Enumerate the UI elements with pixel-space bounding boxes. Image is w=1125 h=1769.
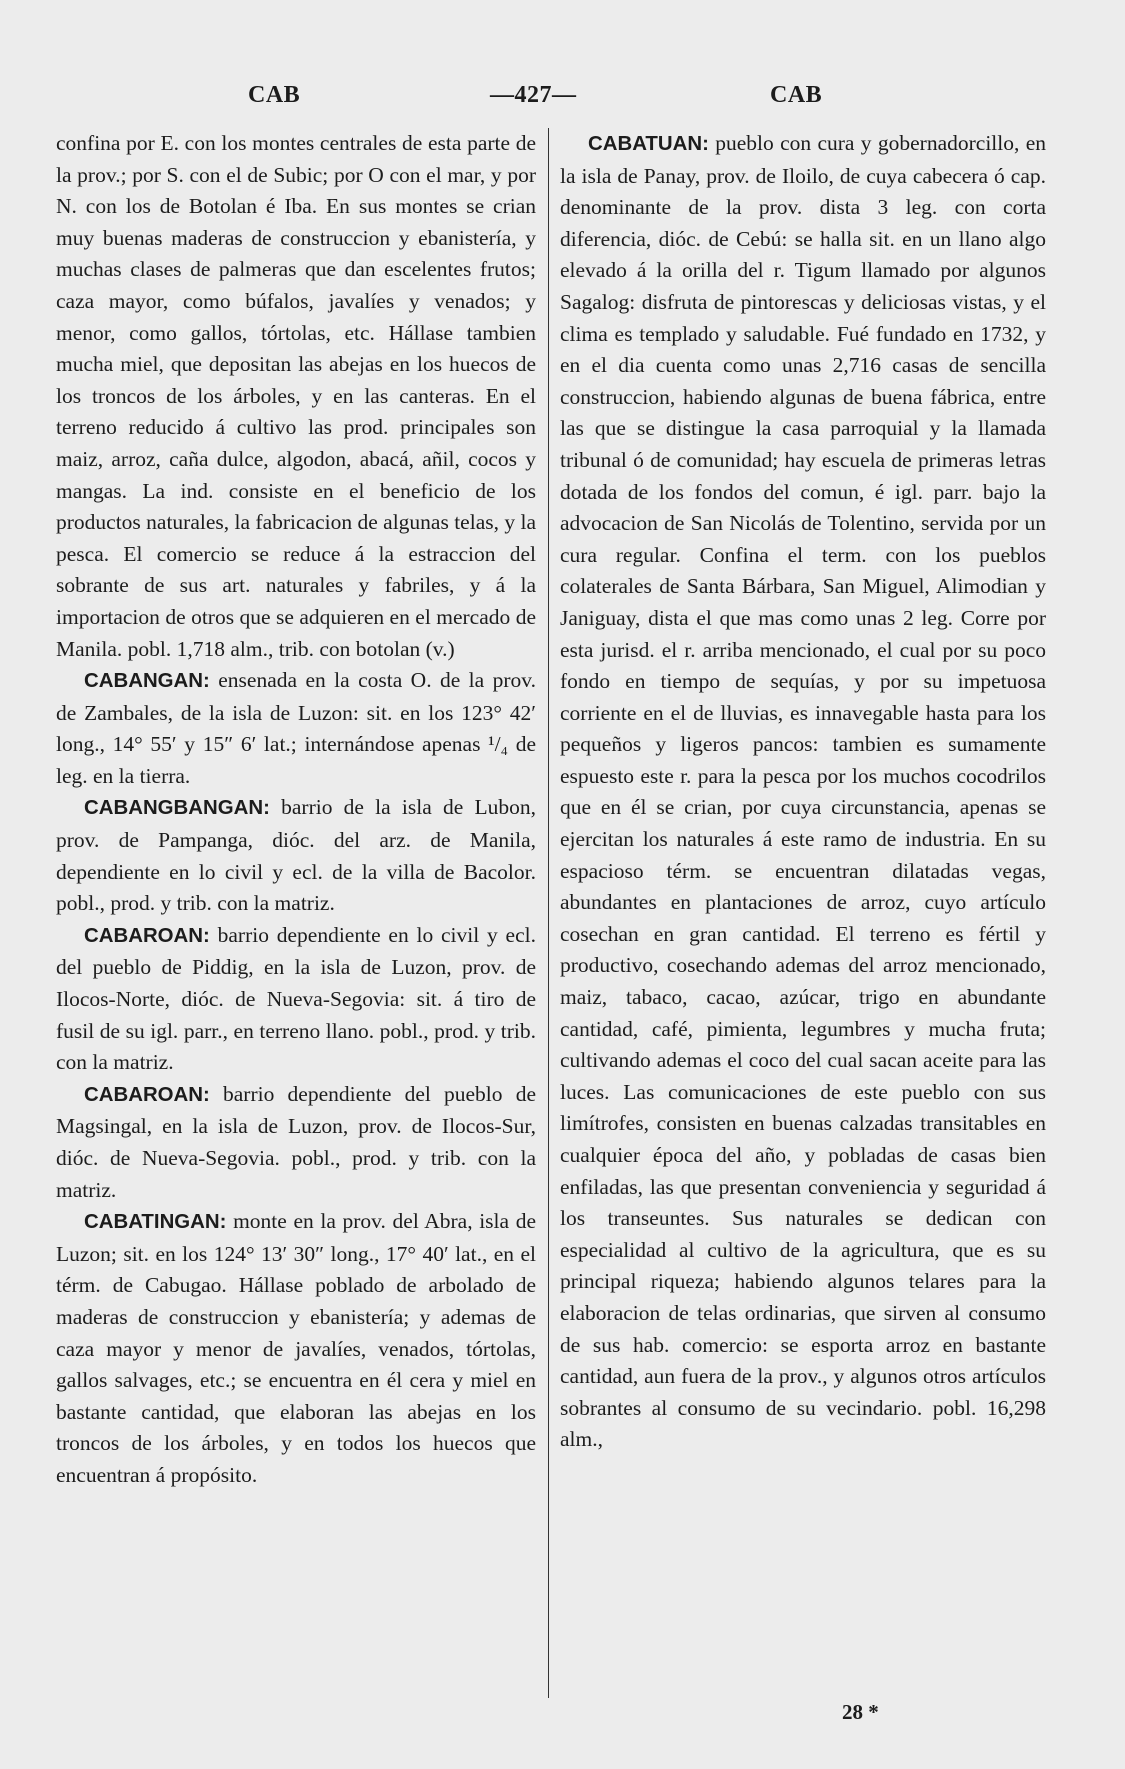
entry-text: pueblo con cura y gobernadorcillo, en la isla de Panay, prov. de Iloilo, de cuya cabecera ó cap. denominante de la prov. dista 3 leg. con corta diferencia, dióc. de Cebú: se halla sit. en un llano algo elevado á la orilla del r. Tigum llamado por algunos Sagalog: disfruta de pintorescas y deliciosas vistas, y el clima es templado y saludable. Fué fundado en 1732, y en el dia cuenta como unas 2,716 casas de sencilla construccion, habiendo algunas de buena fábrica, entre las que se distingue la casa parroquial y la llamada tribunal ó de comunidad; hay escuela de primeras letras dotada de los fondos del comun, é igl. parr. bajo la advocacion de San Nicolás de Tolentino, servida por un cura regular. Confina el term. con los pueblos colaterales de Santa Bárbara, San Miguel, Alimodian y Janiguay, dista el que mas como unas 2 leg. Corre por esta jurisd. el r. arriba mencionado, el cual por su poco fondo en tiempo de sequías, y por su impetuosa corriente en el de lluvias, es innavegable hasta para los pequeños y ligeros pancos: tambien es sumamente espuesto este r. para la pesca por los muchos cocodrilos que en él se crian, por cuya circunstancia, apenas se ejercitan los naturales á este ramo de industria. En su espacioso térm. se encuentran dilatadas vegas, abundantes en plantaciones de arroz, cuyo artículo cosechan en gran cantidad. El terreno es fértil y productivo, cosechando ademas del arroz mencionado, maiz, tabaco, cacao, azúcar, trigo en abundante cantidad, café, pimienta, legumbres y mucha fruta; cultivando ademas el coco del cual sacan aceite para las luces. Las comunicaciones de este pueblo con sus limítrofes, consisten en buenas calzadas transitables en cualquier época del año, y pobladas de casas bien enfiladas, las que presentan conveniencia y seguridad á los transeuntes. Sus naturales se dedican con especialidad al cultivo de la agricultura, que es su principal riqueza; habiendo algunos telares para la elaboracion de telas ordinarias, que sirven al consumo de sus hab. comercio: se esporta arroz en bastante cantidad, aun fuera de la prov., y algunos otros artículos sobrantes al consumo de su vecindario. pobl. 16,298 alm., xyxy=(560,131,1046,1452)
header-left: CAB xyxy=(248,82,301,108)
entry-cabangbangan xyxy=(56,792,536,919)
entry-cabangan xyxy=(56,665,536,792)
entry-headword: CABAROAN: xyxy=(84,1083,210,1106)
running-header xyxy=(0,82,1125,118)
entry-headword: CABANGBANGAN: xyxy=(84,797,270,820)
entry-text: barrio dependiente del pueblo de Magsingal, en la isla de Luzon, prov. de Ilocos-Sur, dióc. de Nueva-Segovia. pobl., prod. y trib. con la matriz. xyxy=(56,1081,536,1202)
entry-cabaroan-1 xyxy=(56,920,536,1079)
entry-headword: CABANGAN: xyxy=(84,670,210,693)
left-column xyxy=(56,128,536,1492)
header-right: CAB xyxy=(770,82,823,108)
right-column xyxy=(560,128,1046,1456)
entry-headword: CABAROAN: xyxy=(84,924,210,947)
entry-text: ensenada en la costa O. de la prov. de Zambales, de la isla de Luzon: sit. en los 123° 42′ long., 14° 55′ y 15″ 6′ lat.; internándose apenas ¹/₄ de leg. en la tierra. xyxy=(56,668,536,788)
column-divider xyxy=(548,128,549,1698)
entry-headword: CABATINGAN: xyxy=(84,1211,227,1234)
entry-cabatuan xyxy=(560,128,1046,1456)
entry-continuation: confina por E. con los montes centrales de esta parte de la prov.; por S. con el de Subic; por O con el mar, y por N. con los de Botolan é Iba. En sus montes se crian muy buenas maderas de construccion y ebanistería, y muchas clases de palmeras que dan escelentes frutos; caza mayor, como búfalos, javalíes y venados; y menor, como gallos, tórtolas, etc. Hállase tambien mucha miel, que depositan las abejas en los huecos de los troncos de los árboles, y en las canteras. En el terreno reducido á cultivo las prod. principales son maiz, arroz, caña dulce, algodon, abacá, añil, cocos y mangas. La ind. consiste en el beneficio de los productos naturales, la fabricacion de algunas telas, y la pesca. El comercio se reduce á la estraccion del sobrante de sus art. naturales y fabriles, y á la importacion de otros que se adquieren en el mercado de Manila. pobl. 1,718 alm., trib. con botolan (v.) xyxy=(56,131,536,661)
page-number: —427— xyxy=(490,82,577,108)
entry-headword: CABATUAN: xyxy=(588,133,709,155)
entry-text: monte en la prov. del Abra, isla de Luzon; sit. en los 124° 13′ 30″ long., 17° 40′ lat., en el térm. de Cabugao. Hállase poblado de arbolado de maderas de construccion y ebanistería; y ademas de caza mayor y menor de javalíes, venados, tórtolas, gallos salvages, etc.; se encuentra en él cera y miel en bastante cantidad, que elaboran las abejas en los troncos de los árboles, y en todos los huecos que encuentran á propósito. xyxy=(56,1209,536,1487)
signature-mark: 28 * xyxy=(842,1700,879,1724)
entry-cabatingan xyxy=(56,1206,536,1491)
entry-text: barrio de la isla de Lubon, prov. de Pampanga, dióc. del arz. de Manila, dependiente en lo civil y ecl. de la villa de Bacolor. pobl., prod. y trib. con la matriz. xyxy=(56,795,536,916)
entry-text: barrio dependiente en lo civil y ecl. del pueblo de Piddig, en la isla de Luzon, prov. de Ilocos-Norte, dióc. de Nueva-Segovia: sit. á tiro de fusil de su igl. parr., en terreno llano. pobl., prod. y trib. con la matriz. xyxy=(56,922,536,1075)
entry-cabaroan-2 xyxy=(56,1079,536,1206)
